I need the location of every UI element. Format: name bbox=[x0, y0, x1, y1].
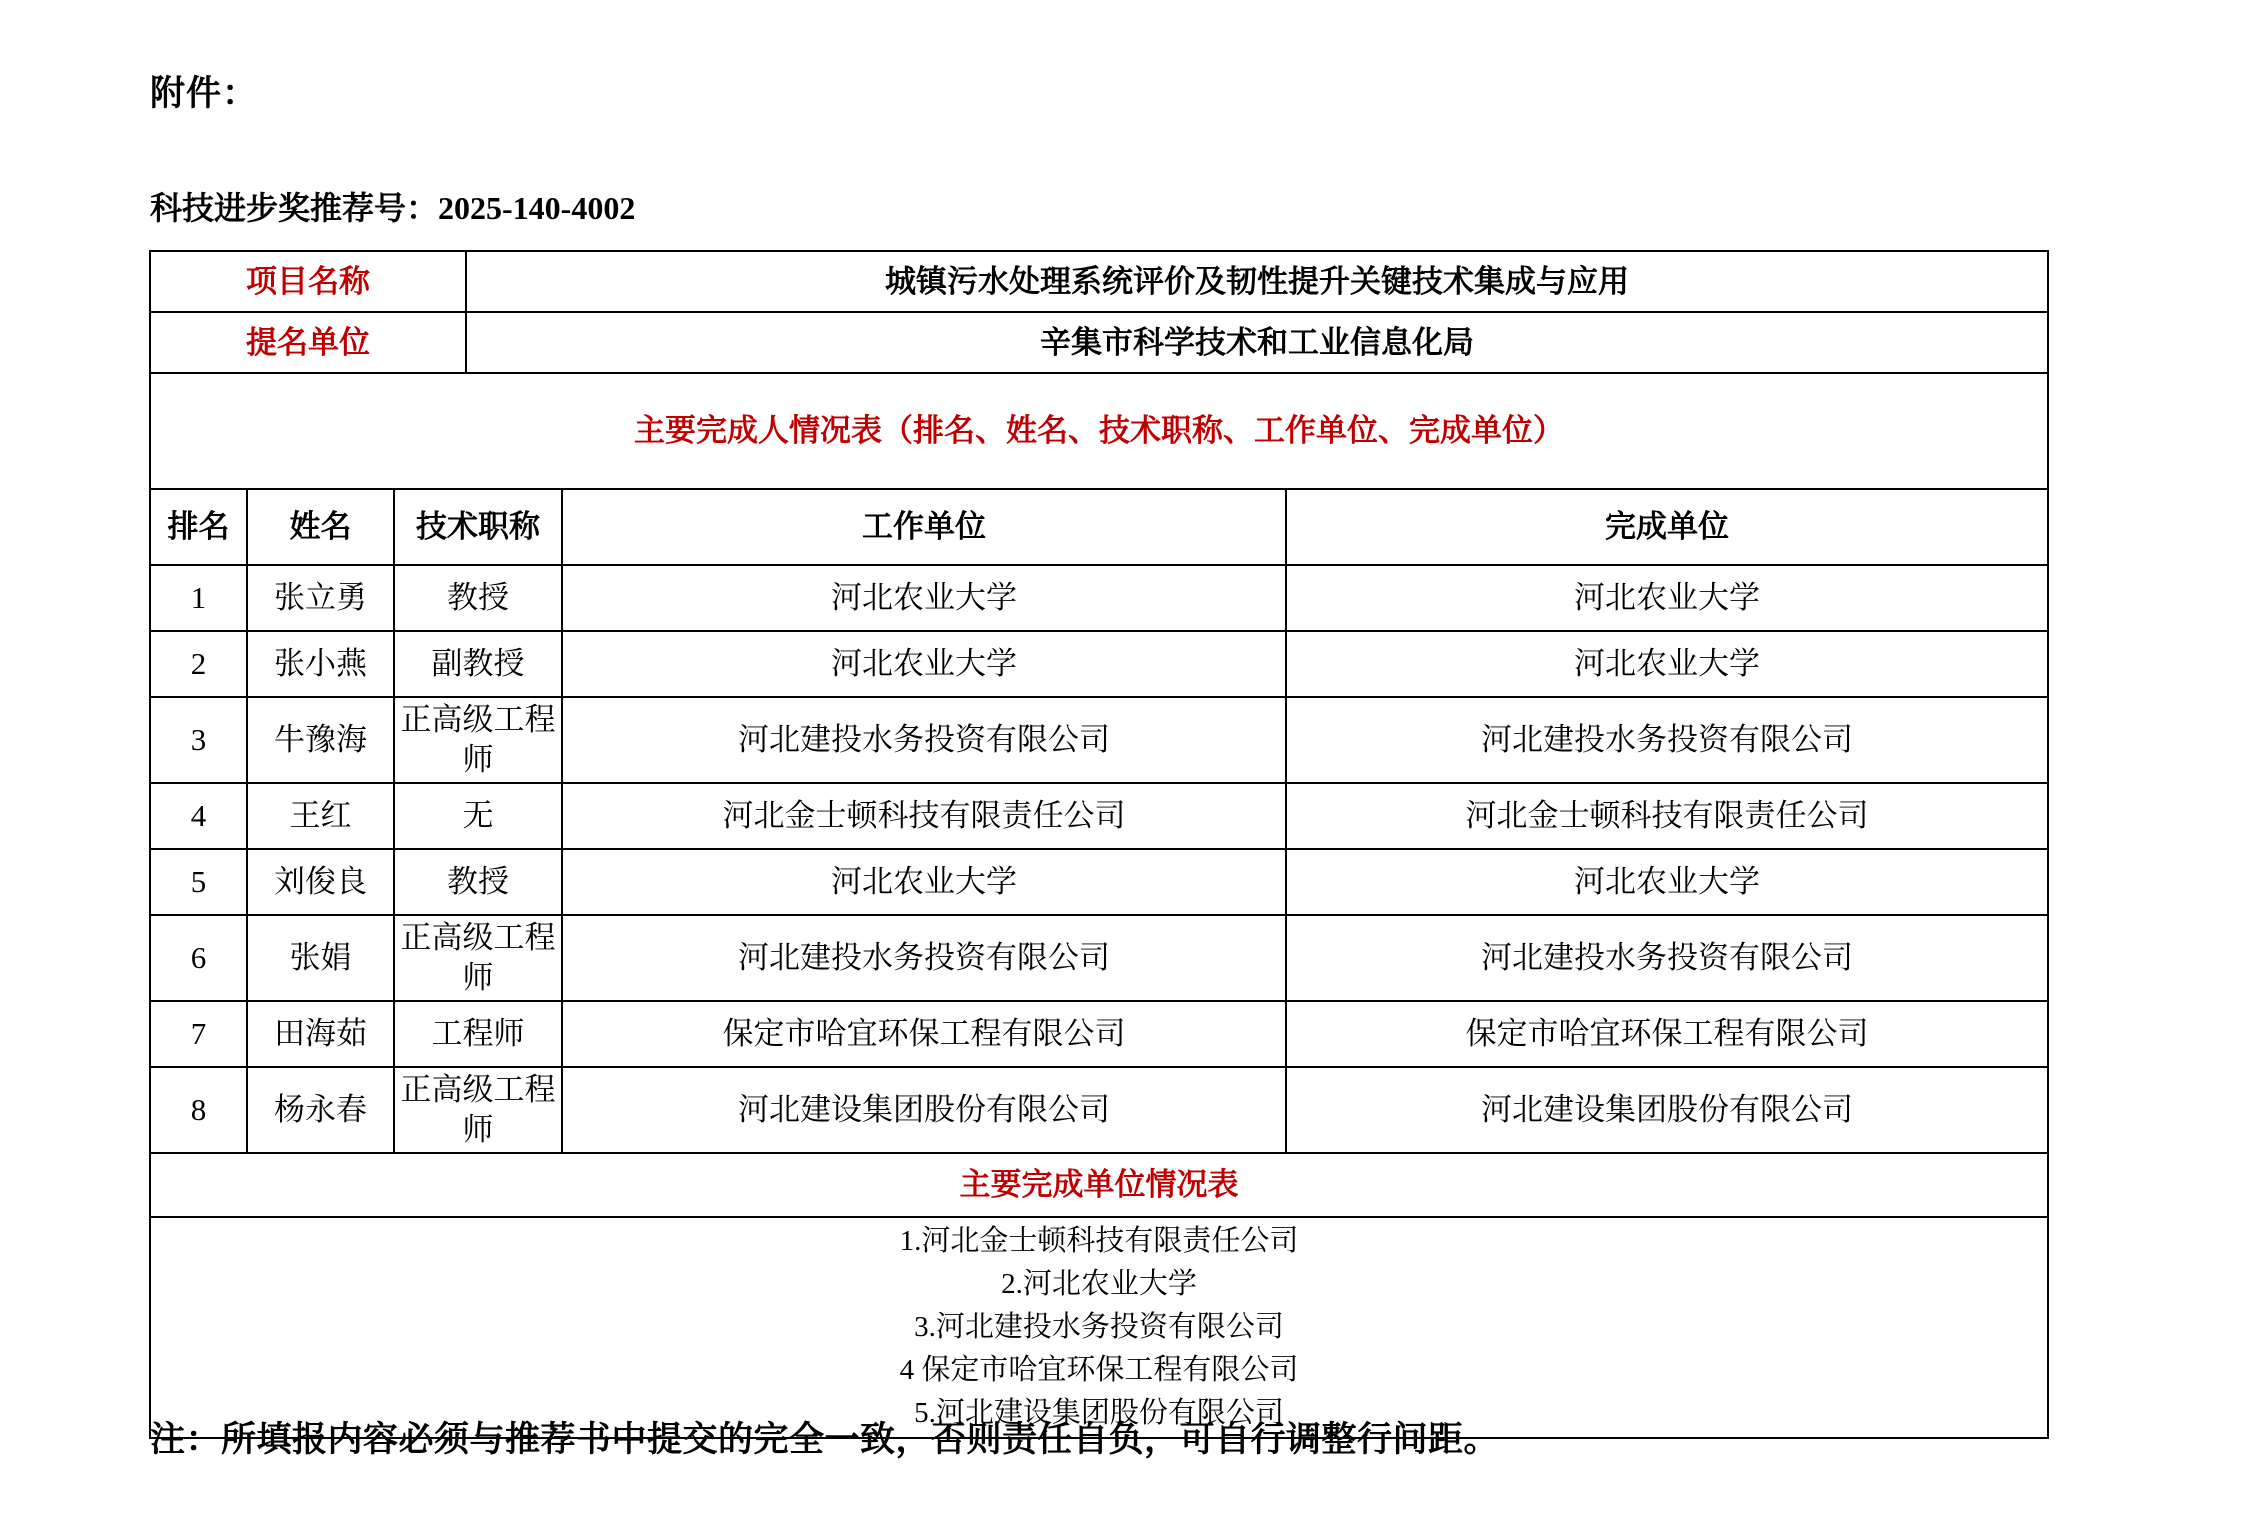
cell-work-unit: 保定市哈宜环保工程有限公司 bbox=[562, 1001, 1286, 1067]
cell-completion-unit: 河北建设集团股份有限公司 bbox=[1286, 1067, 2048, 1153]
cell-name: 杨永春 bbox=[247, 1067, 394, 1153]
completer-row-7 bbox=[150, 1001, 2048, 1067]
cell-name: 张娟 bbox=[247, 915, 394, 1001]
cell-rank: 2 bbox=[150, 631, 247, 697]
cell-title: 工程师 bbox=[394, 1001, 562, 1067]
completer-row-3 bbox=[150, 697, 2048, 783]
unit-list-item: 1.河北金士顿科技有限责任公司 bbox=[899, 1225, 1299, 1257]
cell-name: 牛豫海 bbox=[247, 697, 394, 783]
col-header-work-unit: 工作单位 bbox=[562, 489, 1286, 565]
cell-name: 张立勇 bbox=[247, 565, 394, 631]
cell-completion-unit: 河北建投水务投资有限公司 bbox=[1286, 697, 2048, 783]
cell-completion-unit: 河北农业大学 bbox=[1286, 565, 2048, 631]
cell-work-unit: 河北建投水务投资有限公司 bbox=[562, 697, 1286, 783]
note-text: 注：所填报内容必须与推荐书中提交的完全一致，否则责任自负，可自行调整行间距。 bbox=[150, 1420, 1500, 1459]
cell-title: 教授 bbox=[394, 849, 562, 915]
cell-rank: 4 bbox=[150, 783, 247, 849]
cell-work-unit: 河北农业大学 bbox=[562, 631, 1286, 697]
cell-title: 无 bbox=[394, 783, 562, 849]
units-list bbox=[150, 1217, 2048, 1438]
cell-work-unit: 河北农业大学 bbox=[562, 849, 1286, 915]
units-list-row bbox=[150, 1217, 2048, 1438]
col-header-rank: 排名 bbox=[150, 489, 247, 565]
col-header-title: 技术职称 bbox=[394, 489, 562, 565]
cell-rank: 1 bbox=[150, 565, 247, 631]
cell-name: 王红 bbox=[247, 783, 394, 849]
completer-row-6 bbox=[150, 915, 2048, 1001]
award-table bbox=[149, 250, 2049, 1439]
cell-title: 副教授 bbox=[394, 631, 562, 697]
recommendation-number: 2025-140-4002 bbox=[438, 190, 636, 226]
units-title-row bbox=[150, 1153, 2048, 1217]
cell-name: 田海茹 bbox=[247, 1001, 394, 1067]
cell-name: 张小燕 bbox=[247, 631, 394, 697]
cell-work-unit: 河北农业大学 bbox=[562, 565, 1286, 631]
cell-completion-unit: 河北农业大学 bbox=[1286, 849, 2048, 915]
unit-list-item: 3.河北建投水务投资有限公司 bbox=[914, 1311, 1284, 1343]
cell-work-unit: 河北金士顿科技有限责任公司 bbox=[562, 783, 1286, 849]
completer-row-8 bbox=[150, 1067, 2048, 1153]
cell-rank: 5 bbox=[150, 849, 247, 915]
completer-row-4 bbox=[150, 783, 2048, 849]
completers-section-title: 主要完成人情况表（排名、姓名、技术职称、工作单位、完成单位） bbox=[150, 373, 2048, 489]
unit-list-item: 4 保定市哈宜环保工程有限公司 bbox=[899, 1354, 1299, 1386]
cell-title: 教授 bbox=[394, 565, 562, 631]
cell-rank: 6 bbox=[150, 915, 247, 1001]
project-name-row bbox=[150, 251, 2048, 312]
cell-work-unit: 河北建设集团股份有限公司 bbox=[562, 1067, 1286, 1153]
col-header-completion-unit: 完成单位 bbox=[1286, 489, 2048, 565]
cell-completion-unit: 河北金士顿科技有限责任公司 bbox=[1286, 783, 2048, 849]
cell-work-unit: 河北建投水务投资有限公司 bbox=[562, 915, 1286, 1001]
col-header-name: 姓名 bbox=[247, 489, 394, 565]
cell-completion-unit: 保定市哈宜环保工程有限公司 bbox=[1286, 1001, 2048, 1067]
recommendation-line bbox=[150, 183, 635, 229]
completers-header-row bbox=[150, 489, 2048, 565]
cell-rank: 7 bbox=[150, 1001, 247, 1067]
nominator-value: 辛集市科学技术和工业信息化局 bbox=[466, 312, 2048, 373]
attachment-label: 附件： bbox=[150, 74, 259, 113]
cell-completion-unit: 河北建投水务投资有限公司 bbox=[1286, 915, 2048, 1001]
units-section-title: 主要完成单位情况表 bbox=[150, 1153, 2048, 1217]
nominator-row bbox=[150, 312, 2048, 373]
cell-name: 刘俊良 bbox=[247, 849, 394, 915]
cell-title: 正高级工程师 bbox=[394, 697, 562, 783]
unit-list-item: 2.河北农业大学 bbox=[1001, 1268, 1197, 1300]
cell-title: 正高级工程师 bbox=[394, 1067, 562, 1153]
recommendation-label: 科技进步奖推荐号： bbox=[150, 190, 439, 226]
unit-list-item: 5.河北建设集团股份有限公司 bbox=[914, 1397, 1284, 1429]
project-name-label: 项目名称 bbox=[150, 251, 466, 312]
cell-rank: 8 bbox=[150, 1067, 247, 1153]
completer-row-5 bbox=[150, 849, 2048, 915]
cell-title: 正高级工程师 bbox=[394, 915, 562, 1001]
nominator-label: 提名单位 bbox=[150, 312, 466, 373]
project-name-value: 城镇污水处理系统评价及韧性提升关键技术集成与应用 bbox=[466, 251, 2048, 312]
cell-rank: 3 bbox=[150, 697, 247, 783]
cell-completion-unit: 河北农业大学 bbox=[1286, 631, 2048, 697]
completer-row-2 bbox=[150, 631, 2048, 697]
completers-title-row bbox=[150, 373, 2048, 489]
completer-row-1 bbox=[150, 565, 2048, 631]
